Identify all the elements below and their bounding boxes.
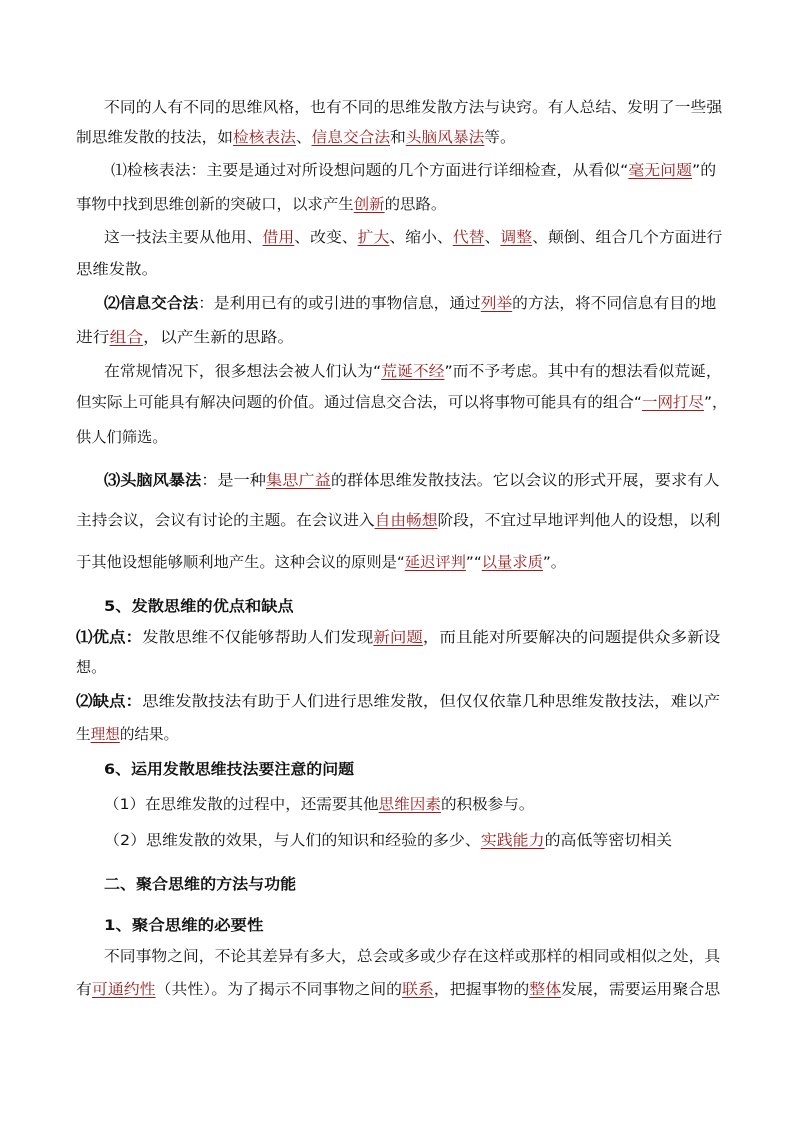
- keyword-underlined: 以量求质: [481, 554, 543, 571]
- text-segment: 的群体思维发散技法。它以会议的形式开展，要求有人: [330, 472, 720, 489]
- text-line: [104, 916, 263, 936]
- keyword-underlined: 创新: [353, 196, 385, 213]
- text-line: [104, 875, 296, 895]
- text-line: [104, 362, 722, 382]
- text-line: [76, 428, 168, 448]
- keyword-underlined: 实践能力: [480, 832, 545, 849]
- keyword-underlined: 可通约性: [91, 981, 156, 998]
- text-segment: 不同的人有不同的思维风格，也有不同的思维发散方法与诀窍。有人总结、发明了一些强: [104, 99, 723, 116]
- text-segment: （2）思维发散的效果，与人们的知识和经验的多少、: [104, 832, 481, 849]
- keyword-underlined: 扩大: [357, 229, 390, 246]
- text-segment: ：是一种: [201, 472, 267, 489]
- text-segment: 的积极参与。: [440, 796, 535, 813]
- text-line: [76, 628, 720, 648]
- text-line: [104, 597, 294, 617]
- keyword-underlined: 信息交合法: [311, 129, 391, 146]
- text-line: [76, 980, 720, 1000]
- text-segment: 进行: [76, 329, 110, 346]
- text-line: [76, 511, 720, 531]
- keyword-underlined: 调整: [500, 229, 533, 246]
- text-line: [76, 128, 516, 148]
- text-segment: 、: [295, 129, 312, 146]
- text-segment: 想。: [76, 659, 107, 676]
- text-segment: ，把握事物的: [433, 981, 530, 998]
- text-segment: 阶段，不宜过早地评判他人的设想，以利: [437, 512, 721, 529]
- text-segment: 发展，需要运用聚合思: [561, 981, 721, 998]
- keyword-underlined: 检核表法: [233, 129, 296, 146]
- text-segment: ⑴检核表法：主要是通过对所设想问题的几个方面进行详细检查，从看似“: [111, 162, 629, 179]
- text-line: [104, 294, 716, 314]
- text-segment: 在常规情况下，很多想法会被人们认为“: [104, 363, 382, 380]
- text-segment: ：是利用已有的或引进的事物信息，通过: [198, 295, 481, 312]
- keyword-underlined: 组合: [109, 329, 144, 346]
- text-segment: ”。: [542, 554, 567, 571]
- text-line: [104, 760, 354, 780]
- keyword-underlined: 联系: [402, 981, 434, 998]
- text-segment: 的方法，将不同信息有目的地: [512, 295, 717, 312]
- keyword-underlined: 头脑风暴法: [405, 129, 485, 146]
- keyword-underlined: 一网打尽: [641, 394, 704, 411]
- keyword-underlined: 新问题: [373, 629, 423, 646]
- keyword-underlined: 借用: [262, 229, 295, 246]
- keyword-underlined: 列举: [480, 295, 513, 312]
- text-segment: 、缩小、: [389, 229, 453, 246]
- text-line: [76, 725, 178, 745]
- keyword-underlined: 毫无问题: [628, 162, 692, 179]
- text-segment: 于其他设想能够顺利地产生。这种会议的原则是“: [76, 554, 405, 571]
- text-line: [104, 98, 722, 118]
- text-line: [104, 831, 672, 851]
- text-segment: （1）在思维发散的过程中，还需要其他: [104, 796, 379, 813]
- text-segment: （共性）。为了揭示不同事物之间的: [155, 981, 403, 998]
- text-segment: 的高低等密切相关: [544, 832, 673, 849]
- text-segment: 思维发散技法有助于人们进行思维发散，但仅仅依靠几种思维发散技法，难以产: [142, 693, 721, 710]
- keyword-underlined: 思维因素: [378, 796, 441, 813]
- text-segment: ”“: [465, 554, 482, 571]
- keyword-underlined: 荒诞不经: [381, 363, 445, 380]
- text-segment: 、改变、: [294, 229, 358, 246]
- term-label: ⑴优点：: [76, 629, 143, 646]
- text-segment: ”，: [703, 394, 728, 411]
- text-line: [76, 260, 158, 280]
- keyword-underlined: 自由畅想: [374, 512, 438, 529]
- text-segment: 生: [76, 726, 91, 743]
- text-segment: 这一技法主要从他用、: [104, 229, 263, 246]
- text-line: [76, 393, 727, 413]
- text-segment: 二、聚合思维的方法与功能: [104, 876, 297, 893]
- text-segment: 发散思维不仅能够帮助人们发现: [142, 629, 374, 646]
- text-segment: 主持会议，会议有讨论的主题。在会议进入: [76, 512, 375, 529]
- keyword-underlined: 代替: [452, 229, 485, 246]
- text-segment: 有: [76, 981, 92, 998]
- text-line: [111, 161, 716, 181]
- text-line: [104, 947, 720, 967]
- text-segment: ”的: [691, 162, 717, 179]
- text-line: [104, 471, 720, 491]
- text-segment: 、颠倒、组合几个方面进行: [532, 229, 723, 246]
- text-line: [76, 658, 106, 678]
- text-line: [104, 795, 534, 815]
- keyword-underlined: 理想: [90, 726, 120, 743]
- text-segment: 6、运用发散思维技法要注意的问题: [104, 761, 355, 778]
- term-label: ⑵信息交合法: [104, 295, 199, 312]
- keyword-underlined: 延迟评判: [404, 554, 466, 571]
- text-segment: ，而且能对所要解决的问题提供众多新设: [422, 629, 721, 646]
- term-label: ⑶头脑风暴法: [104, 472, 202, 489]
- text-segment: 不同事物之间，不论其差异有多大，总会或多或少存在这样或那样的相同或相似之处，具: [104, 948, 721, 965]
- text-segment: 制思维发散的技法，如: [76, 129, 234, 146]
- text-segment: 和: [390, 129, 406, 146]
- text-line: [76, 692, 720, 712]
- text-line: [76, 195, 446, 215]
- text-segment: 的结果。: [119, 726, 179, 743]
- text-segment: 5、发散思维的优点和缺点: [104, 598, 294, 615]
- text-line: [76, 553, 566, 573]
- text-segment: ，以产生新的思路。: [143, 329, 295, 346]
- keyword-underlined: 整体: [529, 981, 562, 998]
- text-line: [76, 328, 294, 348]
- text-segment: 的思路。: [384, 196, 447, 213]
- text-segment: 1、聚合思维的必要性: [104, 917, 264, 934]
- text-line: [104, 228, 722, 248]
- text-segment: 事物中找到思维创新的突破口，以求产生: [76, 196, 354, 213]
- keyword-underlined: 集思广益: [266, 472, 331, 489]
- text-segment: 等。: [484, 129, 516, 146]
- text-segment: 供人们筛选。: [76, 429, 168, 446]
- term-label: ⑵缺点：: [76, 693, 143, 710]
- text-segment: ”而不予考虑。其中有的想法看似荒诞，: [444, 363, 722, 380]
- text-segment: 、: [484, 229, 501, 246]
- text-segment: 但实际上可能具有解决问题的价值。通过信息交合法，可以将事物可能具有的组合“: [76, 394, 642, 411]
- text-segment: 思维发散。: [76, 261, 158, 278]
